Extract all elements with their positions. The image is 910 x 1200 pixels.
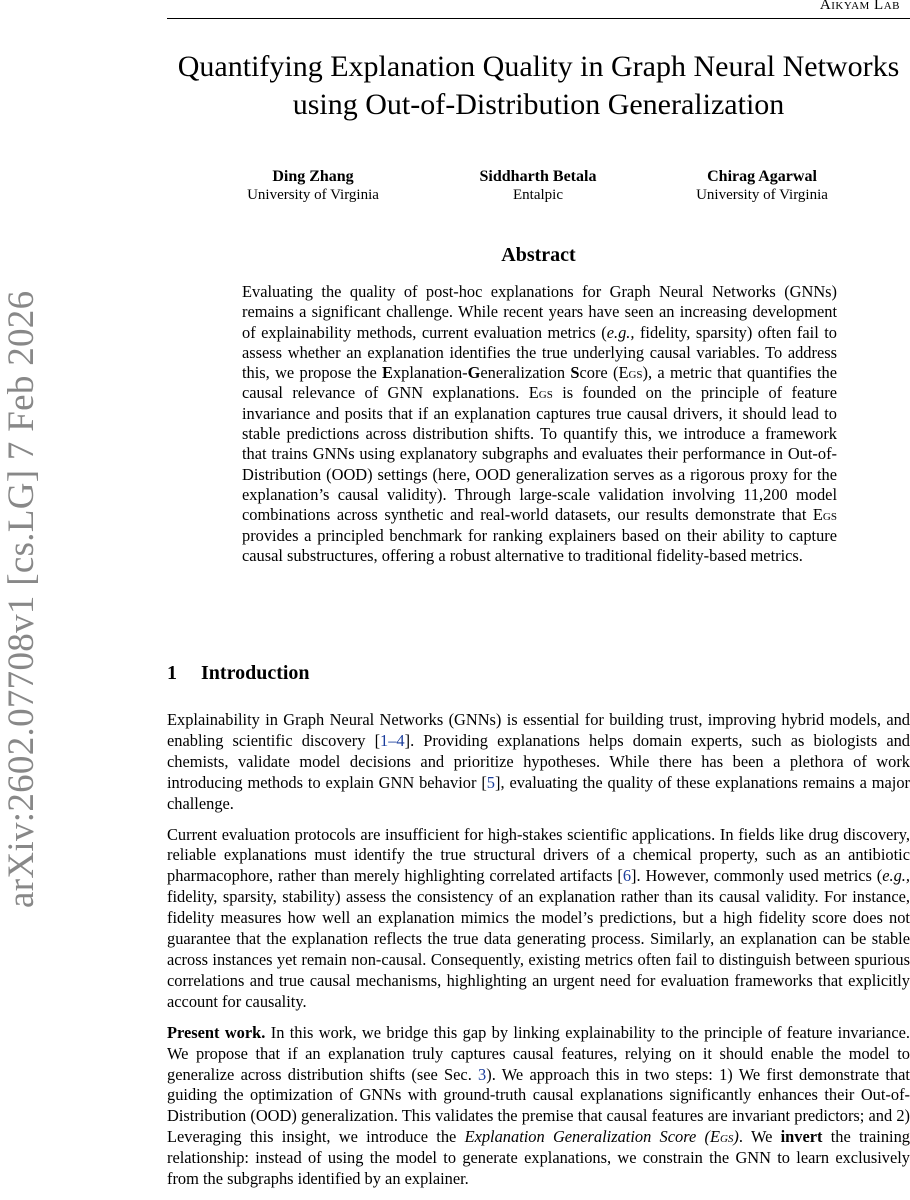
abstract-segment: provides a principled benchmark for ranking explainers based on their ability to capture causal substructures, offering a robust alternative to traditional fidelity-based metrics.: [242, 525, 837, 565]
arxiv-identifier: arXiv:2602.07708v1 [cs.LG] 7 Feb 2026: [1, 290, 42, 908]
text-segment: In this work, we bridge this gap by linking explainability to the principle of feature invariance. We propose that if an explanation truly captures causal features, relying on it should enable the model to generalize across distribution shifts (see Sec.: [167, 1022, 910, 1084]
text-segment: Explainability in Graph Neural Networks (GNNs) is essential for building trust, improving hybrid models, and enabling scientific discovery [: [167, 710, 910, 750]
text-emphasis: ): [733, 1127, 739, 1147]
text-segment: Current evaluation protocols are insufficient for high-stakes scientific applications. In fields like drug discovery, reliable explanations must identify the true structural drivers of a chemical property, such as an antibiotic pharmacophore, rather than merely highlighting correlated artifacts [: [167, 824, 910, 886]
egs-acronym: Egs: [709, 1127, 734, 1147]
author-2: [423, 167, 653, 205]
abstract-acronym-letter: E: [382, 363, 393, 383]
section-heading-introduction: [167, 662, 310, 685]
author-3: [647, 167, 877, 205]
citation-link[interactable]: 6: [622, 866, 632, 886]
abstract-segment: ), a metric that quantifies the causal relevance of GNN explanations.: [242, 363, 838, 403]
abstract-emphasis: e.g.,: [606, 322, 635, 342]
intro-paragraph-3: [167, 1023, 910, 1190]
abstract-segment: core (: [579, 363, 619, 383]
intro-paragraph-2: [167, 825, 910, 1013]
text-segment: ). We approach this in two steps: 1) We first demonstrate that guiding the optimization of GNNs with ground-truth causal explanations significantly enhances their Out-of-Distribution (OOD) generalization. This validates the premise that causal features are invariant predictors; and 2) Leveraging this insight, we introduce the: [167, 1064, 910, 1147]
abstract-acronym-letter: S: [570, 363, 580, 383]
author-1: [198, 167, 428, 205]
section-link[interactable]: 3: [478, 1064, 487, 1084]
egs-acronym: Egs: [618, 363, 643, 383]
author-name: Siddharth Betala: [479, 168, 597, 185]
abstract-segment: eneralization: [480, 363, 571, 383]
introduction-body: [167, 710, 910, 1200]
text-segment: ]. Providing explanations helps domain experts, such as biologists and chemists, validate model decisions and prioritize hypotheses. While there has been a plethora of work introducing methods to explain GNN behavior [: [167, 730, 910, 792]
abstract-heading: Abstract: [501, 244, 576, 266]
paragraph-lead: Present work.: [167, 1022, 266, 1042]
text-segment: the training relationship: instead of using the model to generate explanations, we constrain the GNN to learn exclusively from the subgraphs identified by an explainer.: [167, 1127, 910, 1189]
abstract-acronym-letter: G: [467, 363, 481, 383]
author-name: Ding Zhang: [272, 168, 354, 185]
author-affiliation: Entalpic: [513, 187, 563, 203]
author-affiliation: University of Virginia: [696, 187, 828, 203]
citation-link[interactable]: 1–4: [380, 730, 405, 750]
citation-link[interactable]: 5: [486, 772, 495, 792]
text-segment: ], evaluating the quality of these explanations remains a major challenge.: [167, 772, 910, 813]
abstract-segment: xplanation-: [392, 363, 468, 383]
abstract-segment: fidelity, sparsity) often fail to assess whether an explanation identifies the true underlying causal variables. To address this, we propose the: [242, 322, 837, 383]
section-title: Introduction: [201, 662, 310, 684]
author-name: Chirag Agarwal: [707, 168, 817, 185]
abstract-segment: is founded on the principle of feature invariance and posits that if an explanation captures true causal drivers, it should lead to stable predictions across distribution shifts. To quantify this, we introduce a framework that trains GNNs using explanatory subgraphs and evaluates their performance in Out-of-Distribution (OOD) settings (here, OOD generalization serves as a rigorous proxy for the explanation’s causal validity). Through large-scale validation involving 11,200 model combinations across synthetic and real-world datasets, our results demonstrate that: [242, 383, 837, 525]
paper-title: Quantifying Explanation Quality in Graph Neural Networks using Out-of-Distribution Generalization: [177, 50, 900, 121]
author-list: [167, 167, 910, 207]
text-emphasis: Explanation Generalization Score (: [464, 1127, 710, 1147]
author-affiliation: University of Virginia: [247, 187, 379, 203]
intro-paragraph-1: [167, 710, 910, 815]
egs-acronym: Egs: [812, 505, 837, 525]
text-strong: invert: [780, 1127, 823, 1147]
section-number: 1: [167, 662, 177, 684]
text-segment: fidelity, sparsity, stability) assess the consistency of an explanation rather than its causal validity. For instance, fidelity measures how well an explanation mimics the model’s predictions, but a high fidelity score does not guarantee that the explanation reflects the true data generating process. Similarly, an explanation can be stable across instances yet remain non-causal. Consequently, existing metrics often fail to distinguish between spurious correlations and true causal mechanisms, highlighting an urgent need for evaluation frameworks that explicitly account for causality.: [167, 887, 910, 1011]
text-segment: ]. However, commonly used metrics (: [631, 866, 883, 886]
abstract-segment: Evaluating the quality of post-hoc explanations for Graph Neural Networks (GNNs) remains a significant challenge. While recent years have seen an increasing development of explainability methods, current evaluation metrics (: [242, 282, 837, 342]
egs-acronym: Egs: [528, 383, 553, 403]
abstract-text: [242, 282, 837, 566]
lab-name: Aikyam Lab: [819, 0, 900, 13]
header-rule: [167, 18, 910, 19]
text-emphasis: e.g.,: [882, 866, 910, 886]
text-segment: . We: [738, 1127, 781, 1147]
